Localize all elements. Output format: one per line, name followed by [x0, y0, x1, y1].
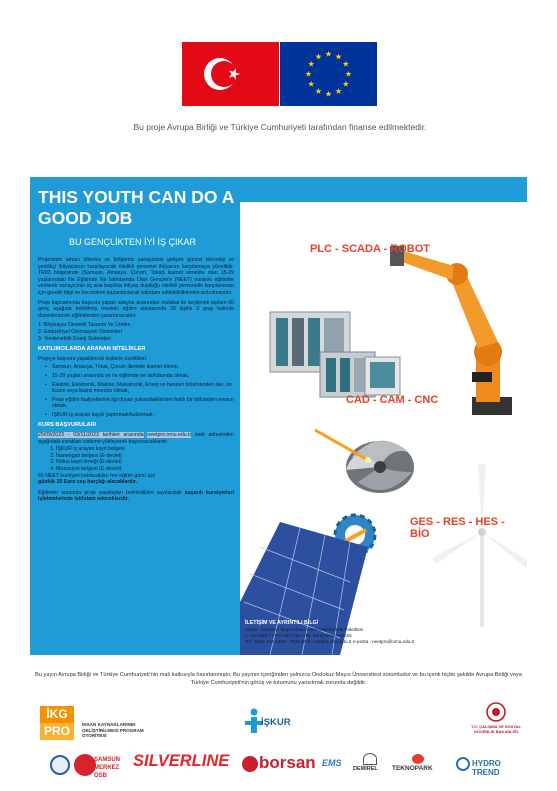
eu-star-icon: [343, 61, 349, 67]
requirements-list: [38, 364, 234, 418]
application-link[interactable]: neetpro.omu.edu.tr: [147, 432, 192, 439]
contact-box: [245, 620, 520, 645]
info-column: [30, 177, 240, 655]
closing-emphasis: başarılı kursiyerleri işletmelerinde istihdam edeceklerdir.: [38, 489, 234, 503]
application-text: web adresinden aşağıdaki evrakları sisteme yükleyerek başvuracaklardır.: [38, 432, 235, 445]
teknopark-logo: [392, 754, 450, 776]
ges-label: GES - RES - HES - BİO: [410, 516, 505, 540]
iskur-logo: [243, 708, 313, 736]
intro-paragraph: Proje kapsamında başvuru yapan adaylar arasından mülakat ile seçilecek toplam 60 genç aşağıda belirtilmiş mesleki eğitim alanlarında 20 kişilik 3 grup halinde düzenlenecek eğitimlerden yararlanacaktır.: [38, 299, 234, 319]
list-item: 3. Nüfus kayıt örneği (E-devlet): [56, 459, 234, 466]
eu-star-icon: [308, 61, 314, 67]
eu-star-icon: [335, 88, 341, 94]
subheadline: BU GENÇLİKTEN İYİ İŞ ÇIKAR: [68, 237, 197, 247]
samsun-text: SAMSUN MERKEZ OSB: [94, 757, 121, 779]
eu-star-icon: [315, 53, 321, 59]
list-item: 2. İkametgah belgesi (E-devlet): [56, 453, 234, 460]
requirements-intro: Projeye başvuru yapabilecek kişilerin özellikleri,: [38, 355, 148, 362]
info-text: [38, 257, 234, 506]
ikg-bottom: PRO: [40, 723, 74, 740]
illustration: [240, 202, 527, 655]
plc-label: PLC - SCADA - ROBOT: [310, 243, 430, 255]
ikg-pro-logo: [40, 706, 74, 740]
hydro-text: HYDRO TREND: [472, 759, 501, 777]
ikg-top: İKG: [40, 706, 74, 723]
turkish-flag: [182, 42, 279, 106]
documents-list: [38, 446, 234, 472]
list-item: 1. İŞKUR iş arayan kayıt belgesi: [56, 446, 234, 453]
eu-star-icon: [315, 88, 321, 94]
samsun-osb-logo: [74, 752, 124, 778]
borsan-logo: [242, 752, 316, 778]
stipend-text: 60 NEET kursiyeri katılacakları her eğitim günü için: [38, 472, 156, 479]
application-dates: 25/09/2023 - 03/11/2023 tarihleri arasında: [38, 432, 144, 439]
list-item: • 15-29 yaşları arasında ve ne eğitimde ne istihdamda olmak,: [52, 373, 234, 380]
list-item: • Elektrik, Elektronik, Makine, Mekatronik, Enerji ve benzeri bölümlerden lise, ön lisans veya lisans mezunu olmak,: [52, 382, 234, 395]
list-item: • İŞKUR iş arayan kaydı yaptırmak/bulunmak.: [52, 412, 234, 419]
disclaimer: Bu yayın Avrupa Birliği ve Türkiye Cumhuriyeti'nin mali katkısıyla hazırlanmıştır. Bu yayının içeriğinden yalnızca Ondokuz Mayıs Üniversitesi sorumludur ve bu içerik hiçbir şekilde Avrupa Birliği veya Türkiye Cumhuriyeti'nin görüş ve tutumunu yansıtmak zorunda değildir.: [35, 672, 522, 686]
list-item: • Samsun, Amasya, Tokat, Çorum illerinde ikamet etmek,: [52, 364, 234, 371]
illustration-area: [240, 202, 527, 655]
eu-flag: [280, 42, 377, 106]
eu-star-icon: [305, 71, 311, 77]
wind-turbine-image: [432, 464, 527, 627]
program-item: 2- Endüstriyel Otomasyon Sistemleri: [38, 328, 122, 335]
borsan-text: borsan: [259, 753, 316, 772]
intro-paragraph: Projemizin amacı ülkemiz ve bölgemiz sanayisinin gelişen güncel teknoloji ve yenilikçi ihtiyaçlarını karşılayacak nitelikli personel ihtiyacını karşılamaya yöneliktir. TR83 bölgesinde (Samsun, Amasya, Çorum, Tokat) ikamet etmekte olan 15-29 yaşlarındaki Ne Eğitimde Ne İstihdamda Olan Gençler'e (NEET) mesleki eğitimler verilerek sanayicinin üç ana başlıkta ihtiyaç duyduğu nitelikli personelin karşılanması için gerekli bilgi ve becerilerin kazandırılarak istihdam edilebilirliklerinin arttırılmasıdır.: [38, 257, 234, 296]
silverline-logo: SILVERLINE: [133, 752, 230, 770]
funding-note: Bu proje Avrupa Birliği ve Türkiye Cumhuriyeti tarafından finanse edilmektedir.: [133, 122, 427, 132]
teknopark-text: TEKNOPARK: [392, 765, 433, 772]
eu-star-icon: [325, 51, 331, 57]
closing-text: Eğitimler sonunda proje paydaşları belirledikleri sayılardaki: [38, 489, 182, 496]
contact-heading: İLETİŞİM VE AYRINTILI BİLGİ: [245, 620, 319, 626]
turbine-image: [315, 430, 414, 493]
program-item: 1- Bilgisayar Destekli Tasarım Ve Üretim: [38, 322, 131, 329]
ministry-text: T.C. ÇALIŞMA VE SOSYAL GÜVENLİK BAKANLIĞI: [471, 724, 521, 734]
eu-star-icon: [345, 71, 351, 77]
contact-address: Adres : Ondokuz Mayıs Üniversitesi Mühendislik Fakültesi: [245, 627, 363, 632]
eu-star-icon: [343, 81, 349, 87]
contact-address-2: 2. Kat NEET PRO AB Proje Ofisi Kurupelit/SAMSUN: [245, 633, 352, 638]
requirements-heading: KATILIMCILARDA ARANAN NİTELİKLER: [38, 346, 146, 353]
stipend-amount: günlük 10 Euro cep harçlığı alacaklardır.: [38, 479, 138, 486]
eu-star-icon: [325, 91, 331, 97]
ministry-logo: [463, 702, 529, 742]
eu-star-icon: [335, 53, 341, 59]
cad-label: CAD - CAM - CNC: [346, 394, 439, 406]
program-item: 3- Yenilenebilir Enerji Sistemleri: [38, 335, 111, 342]
headline: THIS YOUTH CAN DO A GOOD JOB: [38, 187, 234, 228]
ministry-seal-icon: [486, 702, 506, 722]
list-item: • Proje eğitim faaliyetlerine ilgi duyan yukarıdakilerden farklı bir bölümden mezun olmak,: [52, 397, 234, 410]
ems-logo: EMS: [322, 758, 342, 768]
ikg-text: İNSAN KAYNAKLARININ GELİŞTİRİLMESİ PROGRAM OTORİTESİ: [82, 722, 144, 739]
demirel-logo: [353, 753, 389, 777]
demirel-text: DEMİREL: [353, 766, 378, 772]
eu-star-icon: [308, 81, 314, 87]
hydro-trend-logo: [456, 756, 528, 777]
contact-details: Tel : 0362 312 1919 - 7645 Web: neetpro.omu.edu.tr e-posta : neetpro@omu.edu.tr: [245, 639, 415, 644]
application-heading: KURS BAŞVURULARI: [38, 422, 97, 429]
robot-arm-image: [390, 246, 512, 415]
main-panel: [30, 177, 527, 655]
university-seal-logo: [50, 755, 70, 775]
plc-cabinet-image: [270, 312, 400, 397]
iskur-text: İŞKUR: [261, 717, 291, 728]
list-item: 4. Mezuniyet belgesi (E-devlet): [56, 466, 234, 473]
